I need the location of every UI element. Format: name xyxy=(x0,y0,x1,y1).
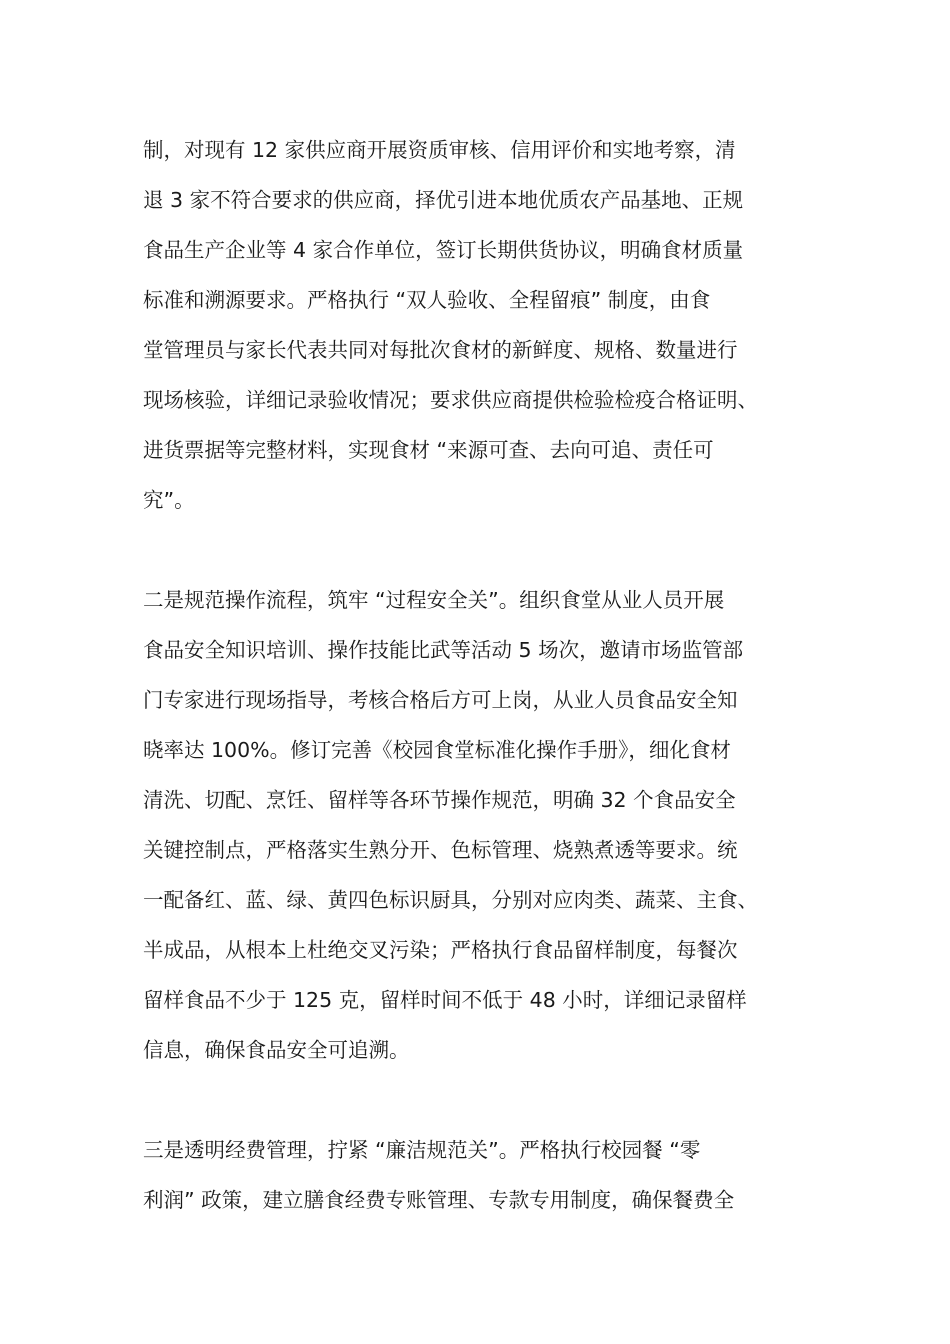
paragraph-operation-process xyxy=(143,579,823,1079)
text-line: 二是规范操作流程，筑牢 “过程安全关”。组织食堂从业人员开展 xyxy=(143,588,725,612)
text-line: 堂管理员与家长代表共同对每批次食材的新鲜度、规格、数量进行 xyxy=(143,338,738,362)
text-line: 食品生产企业等 4 家合作单位，签订长期供货协议，明确食材质量 xyxy=(143,238,744,262)
text-line: 利润” 政策，建立膳食经费专账管理、专款专用制度，确保餐费全 xyxy=(143,1188,735,1212)
text-line: 标准和溯源要求。严格执行 “双人验收、全程留痕” 制度，由食 xyxy=(143,288,711,312)
text-line: 进货票据等完整材料，实现食材 “来源可查、去向可追、责任可 xyxy=(143,438,714,462)
paragraph-funding-management xyxy=(143,1129,823,1229)
paragraph-supplier-management xyxy=(143,129,823,529)
text-line: 食品安全知识培训、操作技能比武等活动 5 场次，邀请市场监管部 xyxy=(143,638,744,662)
text-line: 究”。 xyxy=(143,488,195,512)
text-line: 清洗、切配、烹饪、留样等各环节操作规范，明确 32 个食品安全 xyxy=(143,788,736,812)
paragraph-spacer xyxy=(143,1079,823,1129)
text-line: 现场核验，详细记录验收情况；要求供应商提供检验检疫合格证明、 xyxy=(143,388,758,412)
document-body xyxy=(143,129,823,1229)
text-line: 一配备红、蓝、绿、黄四色标识厨具，分别对应肉类、蔬菜、主食、 xyxy=(143,888,758,912)
text-line: 关键控制点，严格落实生熟分开、色标管理、烧熟煮透等要求。统 xyxy=(143,838,738,862)
text-line: 信息，确保食品安全可追溯。 xyxy=(143,1038,410,1062)
text-line: 门专家进行现场指导，考核合格后方可上岗，从业人员食品安全知 xyxy=(143,688,738,712)
text-line: 晓率达 100%。修订完善《校园食堂标准化操作手册》，细化食材 xyxy=(143,738,731,762)
text-line: 三是透明经费管理，拧紧 “廉洁规范关”。严格执行校园餐 “零 xyxy=(143,1138,701,1162)
text-line: 留样食品不少于 125 克，留样时间不低于 48 小时，详细记录留样 xyxy=(143,988,747,1012)
paragraph-spacer xyxy=(143,529,823,579)
text-line: 半成品，从根本上杜绝交叉污染；严格执行食品留样制度，每餐次 xyxy=(143,938,738,962)
text-line: 制，对现有 12 家供应商开展资质审核、信用评价和实地考察，清 xyxy=(143,138,736,162)
text-line: 退 3 家不符合要求的供应商，择优引进本地优质农产品基地、正规 xyxy=(143,188,744,212)
